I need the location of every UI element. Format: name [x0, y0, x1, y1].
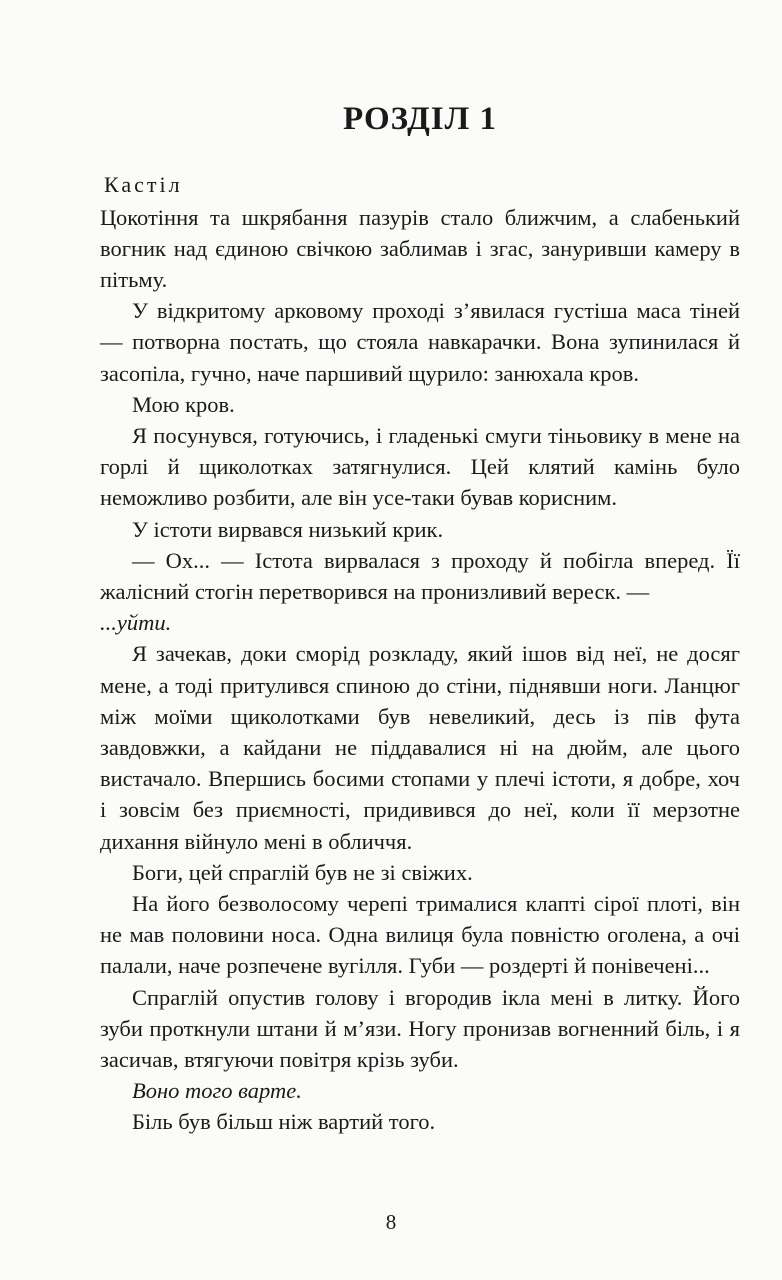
paragraph: Цокотіння та шкрябання пазурів стало ближчим, а слабенький вогник над єдиною свічкою заблимав і згас, зануривши камеру в пітьму.: [100, 204, 740, 292]
paragraph: Я посунувся, готуючись, і гладенькі смуги тіньовику в мене на горлі й щиколотках затягнулися. Цей клятий камінь було неможливо розбити, але він усе-таки бував корисним.: [100, 423, 740, 511]
page-number: 8: [385, 1210, 397, 1234]
book-page: [100, 100, 740, 1138]
paragraph: На його безволосому черепі трималися клапті сірої плоті, він не мав половини носа. Одна вилиця була повністю оголена, а очі палали, наче розпечене вугілля. Губи — роздерті й понівечені...: [100, 891, 740, 979]
paragraph-italic: Воно того варте.: [132, 1078, 302, 1104]
paragraph: У відкритому арковому проході з’явилася густіша маса тіней — потворна постать, що стояла навкарачки. Вона зупинилася й засопіла, гучно, наче паршивий щурило: занюхала кров.: [100, 298, 740, 386]
italic-fragment: ...уйти.: [100, 610, 172, 636]
paragraph: Спраглій опустив голову і вгородив ікла мені в литку. Його зуби проткнули штани й м’язи. Ногу пронизав вогненний біль, і я засичав, втягуючи повітря крізь зуби.: [100, 984, 740, 1073]
italic-line: [100, 607, 740, 638]
paragraph: — Ох... — Істота вирвалася з проходу й побігла вперед. Її жалісний стогін перетворився на пронизливий вереск. —: [100, 547, 740, 605]
chapter-title: РОЗДІЛ 1: [343, 101, 497, 137]
paragraph: У істоти вирвався низький крик.: [132, 516, 444, 542]
paragraph: Мою кров.: [132, 391, 235, 417]
paragraph: Біль був більш ніж вартий того.: [132, 1109, 436, 1135]
narrator-heading: Кастіл: [104, 171, 183, 197]
paragraph: Я зачекав, доки сморід розкладу, який ішов від неї, не досяг мене, а тоді притулився спиною до стіни, піднявши ноги. Ланцюг між моїми щиколотками був невеликий, десь із пів фута завдовжки, а кайдани не піддавалися ні на дюйм, але цього вистачало. Впершись босими стопами у плечі істоти, я добре, хоч і зовсім без приємності, придивився до неї, коли її мерзотне дихання війнуло мені в обличчя.: [100, 641, 740, 854]
paragraph: Боги, цей спраглій був не зі свіжих.: [132, 859, 473, 885]
